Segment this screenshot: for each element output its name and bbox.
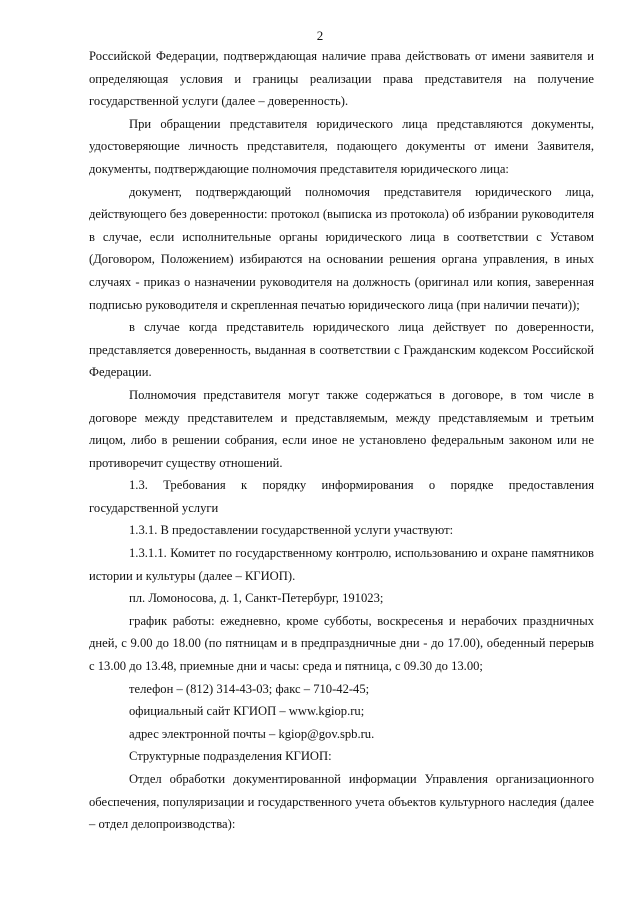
paragraph-authority-contract: Полномочия представителя могут также содержаться в договоре, в том числе в договоре между представителем и представляемым, между представляемым и третьим лицом, либо в решении собрания, если иное не установлено федеральным законом или не противоречит существу отношений.	[89, 387, 594, 470]
paragraph-schedule: график работы: ежедневно, кроме субботы, воскресенья и нерабочих праздничных дней, с 9.00 до 18.00 (по пятницам и в предпраздничные дни - до 17.00), обеденный перерыв с 13.00 до 13.48, приемные дни и часы: среда и пятница, с 09.30 до 13.00;	[89, 613, 594, 674]
document-body	[89, 45, 594, 836]
section-heading-1-3: 1.3. Требования к порядку информирования о порядке предоставления государственной услуги	[89, 478, 594, 515]
paragraph-email: адрес электронной почты – kgiop@gov.spb.ru.	[129, 726, 375, 741]
paragraph-continuation: Российской Федерации, подтверждающая наличие права действовать от имени заявителя и определяющая условия и границы реализации права представителя на получение государственной услуги (далее – доверенность).	[89, 49, 594, 109]
paragraph-subdivisions: Структурные подразделения КГИОП:	[129, 749, 332, 764]
paragraph-address: пл. Ломоносова, д. 1, Санкт-Петербург, 191023;	[129, 591, 384, 606]
paragraph-phone: телефон – (812) 314-43-03; факс – 710-42-45;	[129, 681, 370, 696]
paragraph-website: официальный сайт КГИОП – www.kgiop.ru;	[129, 704, 365, 719]
paragraph-records-department: Отдел обработки документированной информации Управления организационного обеспечения, популяризации и государственного учета объектов культурного наследия (далее – отдел делопроизводства):	[89, 772, 594, 832]
paragraph-authority-document: документ, подтверждающий полномочия представителя юридического лица, действующего без доверенности: протокол (выписка из протокола) об избрании руководителя в случае, если исполнительные органы юридического лица в соответствии с Уставом (Договором, Положением) избираются на основании решения органа управления, в иных случаях - приказ о назначении руководителя на должность (оригинал или копия, заверенная подписью руководителя и скрепленная печатью юридического лица (при наличии печати));	[89, 184, 594, 312]
paragraph-power-of-attorney: в случае когда представитель юридического лица действует по доверенности, представляется доверенность, выданная в соответствии с Гражданским кодексом Российской Федерации.	[89, 320, 594, 380]
paragraph-1-3-1: 1.3.1. В предоставлении государственной услуги участвуют:	[129, 523, 454, 538]
paragraph-representative-documents: При обращении представителя юридического лица представляются документы, удостоверяющие личность представителя, подающего документы от имени Заявителя, документы, подтверждающие полномочия представителя юридического лица:	[89, 116, 594, 176]
page-number: 2	[316, 28, 324, 43]
paragraph-1-3-1-1: 1.3.1.1. Комитет по государственному контролю, использованию и охране памятников истории и культуры (далее – КГИОП).	[89, 546, 594, 583]
